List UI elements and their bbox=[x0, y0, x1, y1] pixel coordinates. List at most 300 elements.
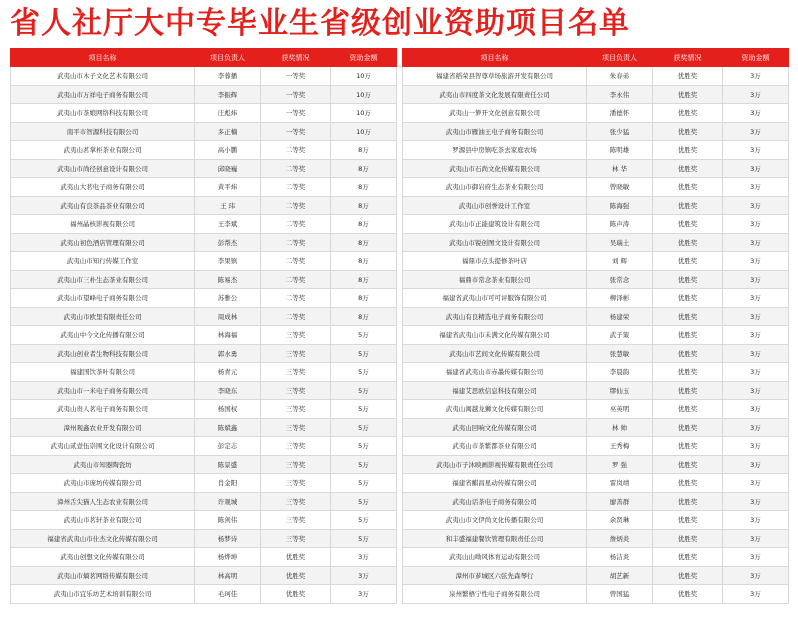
cell-leader: 巫英明 bbox=[587, 400, 653, 419]
cell-project-name: 武夷山市木子文化艺术有限公司 bbox=[11, 67, 195, 86]
cell-leader: 陈明雄 bbox=[587, 141, 653, 160]
cell-leader: 曾国猛 bbox=[587, 585, 653, 604]
table-row bbox=[403, 270, 789, 289]
cell-leader: 廖善群 bbox=[587, 492, 653, 511]
left-table-body bbox=[11, 67, 397, 604]
cell-amount: 5万 bbox=[331, 455, 397, 474]
cell-leader: 陈声涛 bbox=[587, 215, 653, 234]
cell-award: 一等奖 bbox=[261, 67, 331, 86]
table-row bbox=[11, 159, 397, 178]
cell-award: 优胜奖 bbox=[653, 104, 723, 123]
cell-amount: 3万 bbox=[723, 122, 789, 141]
cell-award: 二等奖 bbox=[261, 159, 331, 178]
table-row bbox=[403, 455, 789, 474]
cell-project-name: 武夷山市望峰电子商务有限公司 bbox=[11, 289, 195, 308]
cell-amount: 3万 bbox=[723, 141, 789, 160]
cell-amount: 8万 bbox=[331, 178, 397, 197]
page-title: 省人社厅大中专毕业生省级创业资助项目名单 bbox=[10, 6, 630, 41]
cell-leader: 林海福 bbox=[195, 326, 261, 345]
table-row bbox=[11, 363, 397, 382]
table-row bbox=[11, 326, 397, 345]
cell-amount: 3万 bbox=[723, 85, 789, 104]
cell-leader: 李永伟 bbox=[587, 85, 653, 104]
cell-leader: 邱晓巍 bbox=[195, 159, 261, 178]
cell-award: 优胜奖 bbox=[653, 566, 723, 585]
cell-amount: 8万 bbox=[331, 233, 397, 252]
cell-project-name: 福鼎市点头提修茶叶店 bbox=[403, 252, 587, 271]
cell-project-name: 武夷山市创誉设计工作室 bbox=[403, 196, 587, 215]
table-row bbox=[11, 474, 397, 493]
cell-amount: 5万 bbox=[331, 492, 397, 511]
cell-project-name: 武夷山茗掌柜茶业有限公司 bbox=[11, 141, 195, 160]
cell-award: 优胜奖 bbox=[653, 289, 723, 308]
header-award: 获奖情况 bbox=[261, 49, 331, 67]
cell-project-name: 武夷山回响文化传媒有限公司 bbox=[403, 418, 587, 437]
cell-amount: 8万 bbox=[331, 289, 397, 308]
cell-amount: 3万 bbox=[723, 289, 789, 308]
cell-award: 二等奖 bbox=[261, 252, 331, 271]
cell-amount: 3万 bbox=[723, 252, 789, 271]
cell-amount: 3万 bbox=[723, 233, 789, 252]
cell-amount: 5万 bbox=[331, 437, 397, 456]
cell-project-name: 漳州观鑫农业开发有限公司 bbox=[11, 418, 195, 437]
cell-leader: 雷岚靖 bbox=[587, 474, 653, 493]
cell-award: 优胜奖 bbox=[261, 566, 331, 585]
cell-project-name: 武夷山初色酒店管理有限公司 bbox=[11, 233, 195, 252]
cell-leader: 杨青元 bbox=[195, 363, 261, 382]
table-row bbox=[403, 159, 789, 178]
cell-leader: 杨洁炎 bbox=[587, 548, 653, 567]
cell-amount: 3万 bbox=[723, 437, 789, 456]
table-row bbox=[403, 363, 789, 382]
cell-project-name: 福建省武夷山市赤墨传媒有限公司 bbox=[403, 363, 587, 382]
cell-award: 三等奖 bbox=[261, 437, 331, 456]
cell-award: 优胜奖 bbox=[653, 196, 723, 215]
cell-project-name: 武夷山山呦风体育运动有限公司 bbox=[403, 548, 587, 567]
table-row bbox=[403, 178, 789, 197]
cell-project-name: 武夷山市茶娘网络科技有限公司 bbox=[11, 104, 195, 123]
cell-award: 优胜奖 bbox=[653, 344, 723, 363]
table-row bbox=[403, 548, 789, 567]
cell-project-name: 武夷山创想文化传媒有限公司 bbox=[11, 548, 195, 567]
cell-amount: 3万 bbox=[331, 548, 397, 567]
cell-amount: 3万 bbox=[331, 585, 397, 604]
cell-amount: 5万 bbox=[331, 326, 397, 345]
cell-project-name: 武夷山市万祥电子商务有限公司 bbox=[11, 85, 195, 104]
cell-award: 二等奖 bbox=[261, 215, 331, 234]
cell-leader: 朱春弟 bbox=[587, 67, 653, 86]
table-row bbox=[403, 418, 789, 437]
cell-leader: 吴瑞土 bbox=[587, 233, 653, 252]
cell-award: 优胜奖 bbox=[653, 474, 723, 493]
cell-award: 三等奖 bbox=[261, 381, 331, 400]
cell-leader: 庄彪炜 bbox=[195, 104, 261, 123]
table-row bbox=[11, 455, 397, 474]
cell-project-name: 福建省稻荣县智尊草场旅游开发有限公司 bbox=[403, 67, 587, 86]
cell-amount: 3万 bbox=[723, 418, 789, 437]
cell-award: 优胜奖 bbox=[261, 585, 331, 604]
cell-project-name: 武夷山大茗电子商务有限公司 bbox=[11, 178, 195, 197]
cell-award: 优胜奖 bbox=[653, 85, 723, 104]
cell-amount: 5万 bbox=[331, 418, 397, 437]
cell-project-name: 福州晶核影视有限公司 bbox=[11, 215, 195, 234]
cell-award: 优胜奖 bbox=[653, 548, 723, 567]
cell-award: 优胜奖 bbox=[653, 381, 723, 400]
table-row bbox=[11, 381, 397, 400]
cell-project-name: 泉州繁梧宁性电子商务有限公司 bbox=[403, 585, 587, 604]
header-amount: 资助金额 bbox=[723, 49, 789, 67]
cell-amount: 3万 bbox=[723, 104, 789, 123]
cell-amount: 5万 bbox=[331, 344, 397, 363]
table-row bbox=[11, 178, 397, 197]
cell-amount: 3万 bbox=[723, 307, 789, 326]
cell-leader: 许观城 bbox=[195, 492, 261, 511]
cell-award: 二等奖 bbox=[261, 289, 331, 308]
cell-leader: 李晓东 bbox=[195, 381, 261, 400]
cell-leader: 周成林 bbox=[195, 307, 261, 326]
cell-project-name: 福建省武夷山市仕杰文化传媒有限公司 bbox=[11, 529, 195, 548]
cell-leader: 杨梦诗 bbox=[195, 529, 261, 548]
table-header-row bbox=[11, 49, 397, 67]
cell-leader: 李蓉播 bbox=[195, 67, 261, 86]
cell-amount: 8万 bbox=[331, 215, 397, 234]
cell-project-name: 武夷山市文伊尚文化传播有限公司 bbox=[403, 511, 587, 530]
table-row bbox=[403, 585, 789, 604]
cell-award: 二等奖 bbox=[261, 196, 331, 215]
cell-project-name: 武夷山市尚径创意设计有限公司 bbox=[11, 159, 195, 178]
table-row bbox=[11, 511, 397, 530]
cell-leader: 林高明 bbox=[195, 566, 261, 585]
table-row bbox=[403, 492, 789, 511]
cell-award: 优胜奖 bbox=[653, 67, 723, 86]
cell-leader: 陈景盛 bbox=[195, 455, 261, 474]
cell-award: 优胜奖 bbox=[653, 159, 723, 178]
cell-award: 三等奖 bbox=[261, 455, 331, 474]
cell-project-name: 武夷山市知行传媒工作室 bbox=[11, 252, 195, 271]
table-row bbox=[403, 566, 789, 585]
cell-amount: 3万 bbox=[723, 344, 789, 363]
cell-amount: 10万 bbox=[331, 67, 397, 86]
header-project-name: 项目名称 bbox=[11, 49, 195, 67]
cell-project-name: 福建国饮茶叶有限公司 bbox=[11, 363, 195, 382]
cell-leader: 胡艺新 bbox=[587, 566, 653, 585]
cell-leader: 刘 辉 bbox=[587, 252, 653, 271]
cell-award: 优胜奖 bbox=[261, 548, 331, 567]
table-row bbox=[11, 215, 397, 234]
cell-project-name: 漳州舌尖猫人生态农业有限公司 bbox=[11, 492, 195, 511]
cell-leader: 张常念 bbox=[587, 270, 653, 289]
cell-project-name: 武夷山市御岩府生态茶业有限公司 bbox=[403, 178, 587, 197]
table-row bbox=[11, 252, 397, 271]
cell-amount: 3万 bbox=[723, 270, 789, 289]
right-project-table bbox=[402, 48, 789, 604]
cell-leader: 陈剑伟 bbox=[195, 511, 261, 530]
cell-amount: 3万 bbox=[723, 400, 789, 419]
cell-leader: 王秀梅 bbox=[587, 437, 653, 456]
cell-project-name: 漳州市芗城区六弦先森琴行 bbox=[403, 566, 587, 585]
table-row bbox=[403, 233, 789, 252]
header-project-name: 项目名称 bbox=[403, 49, 587, 67]
cell-leader: 潘德怀 bbox=[587, 104, 653, 123]
cell-project-name: 罗源县中房镇吃茶去家庭农场 bbox=[403, 141, 587, 160]
cell-leader: 罗 强 bbox=[587, 455, 653, 474]
cell-award: 三等奖 bbox=[261, 474, 331, 493]
left-table-container bbox=[10, 48, 397, 604]
cell-amount: 3万 bbox=[723, 548, 789, 567]
cell-leader: 曾晓敏 bbox=[587, 178, 653, 197]
table-row bbox=[403, 252, 789, 271]
cell-project-name: 武夷山市欧里有限责任公司 bbox=[11, 307, 195, 326]
cell-award: 优胜奖 bbox=[653, 511, 723, 530]
cell-leader: 李晨韵 bbox=[587, 363, 653, 382]
cell-amount: 3万 bbox=[723, 215, 789, 234]
cell-award: 三等奖 bbox=[261, 363, 331, 382]
cell-amount: 3万 bbox=[723, 511, 789, 530]
cell-amount: 3万 bbox=[723, 585, 789, 604]
cell-project-name: 武夷山话茶电子商务有限公司 bbox=[403, 492, 587, 511]
cell-award: 二等奖 bbox=[261, 270, 331, 289]
table-row bbox=[403, 326, 789, 345]
cell-leader: 杨国权 bbox=[195, 400, 261, 419]
cell-award: 优胜奖 bbox=[653, 529, 723, 548]
cell-award: 优胜奖 bbox=[653, 400, 723, 419]
cell-project-name: 武夷山市锐创图文设计有限公司 bbox=[403, 233, 587, 252]
cell-amount: 8万 bbox=[331, 252, 397, 271]
cell-award: 优胜奖 bbox=[653, 455, 723, 474]
table-row bbox=[403, 104, 789, 123]
table-row bbox=[11, 104, 397, 123]
cell-project-name: 南平市智源科技有限公司 bbox=[11, 122, 195, 141]
table-row bbox=[11, 418, 397, 437]
cell-award: 二等奖 bbox=[261, 178, 331, 197]
cell-leader: 杨建荣 bbox=[587, 307, 653, 326]
cell-leader: 王 玮 bbox=[195, 196, 261, 215]
cell-amount: 10万 bbox=[331, 104, 397, 123]
cell-amount: 3万 bbox=[723, 455, 789, 474]
cell-project-name: 武夷山市茗轩茶业有限公司 bbox=[11, 511, 195, 530]
cell-award: 优胜奖 bbox=[653, 141, 723, 160]
cell-project-name: 武夷山有良茶品茶业有限公司 bbox=[11, 196, 195, 215]
cell-project-name: 武夷山市子沐映画影视传媒有限责任公司 bbox=[403, 455, 587, 474]
cell-amount: 3万 bbox=[723, 566, 789, 585]
cell-leader: 彭定志 bbox=[195, 437, 261, 456]
table-row bbox=[11, 529, 397, 548]
cell-award: 三等奖 bbox=[261, 492, 331, 511]
cell-amount: 8万 bbox=[331, 141, 397, 160]
table-row bbox=[11, 437, 397, 456]
cell-project-name: 武夷山市宜乐坊艺术培训有限公司 bbox=[11, 585, 195, 604]
cell-leader: 林 华 bbox=[587, 159, 653, 178]
cell-project-name: 武夷山市一米电子商务有限公司 bbox=[11, 381, 195, 400]
table-row bbox=[11, 492, 397, 511]
cell-project-name: 武夷山闽越龙狮文化传媒有限公司 bbox=[403, 400, 587, 419]
table-row bbox=[403, 215, 789, 234]
cell-project-name: 武夷山创业者生物科技有限公司 bbox=[11, 344, 195, 363]
cell-leader: 张慧敏 bbox=[587, 344, 653, 363]
cell-leader: 王李斌 bbox=[195, 215, 261, 234]
cell-award: 优胜奖 bbox=[653, 307, 723, 326]
cell-leader: 杨烨坤 bbox=[195, 548, 261, 567]
cell-leader: 彭帮杰 bbox=[195, 233, 261, 252]
cell-amount: 8万 bbox=[331, 307, 397, 326]
cell-award: 优胜奖 bbox=[653, 233, 723, 252]
header-award: 获奖情况 bbox=[653, 49, 723, 67]
cell-amount: 3万 bbox=[723, 492, 789, 511]
cell-award: 优胜奖 bbox=[653, 492, 723, 511]
cell-award: 三等奖 bbox=[261, 400, 331, 419]
cell-award: 二等奖 bbox=[261, 307, 331, 326]
cell-amount: 8万 bbox=[331, 159, 397, 178]
table-row bbox=[403, 474, 789, 493]
cell-project-name: 武夷山市熵茗网络传媒有限公司 bbox=[11, 566, 195, 585]
header-amount: 资助金额 bbox=[331, 49, 397, 67]
cell-leader: 李果镇 bbox=[195, 252, 261, 271]
cell-amount: 5万 bbox=[331, 400, 397, 419]
cell-award: 一等奖 bbox=[261, 85, 331, 104]
table-row bbox=[11, 289, 397, 308]
cell-amount: 3万 bbox=[723, 178, 789, 197]
cell-leader: 詹炳炎 bbox=[587, 529, 653, 548]
table-row bbox=[403, 511, 789, 530]
cell-award: 优胜奖 bbox=[653, 363, 723, 382]
cell-project-name: 福建省麒昌星动传媒有限公司 bbox=[403, 474, 587, 493]
table-row bbox=[403, 289, 789, 308]
cell-project-name: 福建省武夷山市未满文化传媒有限公司 bbox=[403, 326, 587, 345]
table-row bbox=[403, 400, 789, 419]
cell-leader: 缪仙玉 bbox=[587, 381, 653, 400]
cell-project-name: 武夷山有良精选电子商务有限公司 bbox=[403, 307, 587, 326]
cell-amount: 8万 bbox=[331, 270, 397, 289]
right-table-body bbox=[403, 67, 789, 604]
table-row bbox=[11, 307, 397, 326]
cell-leader: 陈斌鑫 bbox=[195, 418, 261, 437]
cell-project-name: 武夷山市正能建筑设计有限公司 bbox=[403, 215, 587, 234]
table-row bbox=[403, 529, 789, 548]
cell-leader: 陈海强 bbox=[587, 196, 653, 215]
cell-award: 二等奖 bbox=[261, 233, 331, 252]
cell-leader: 林 帅 bbox=[587, 418, 653, 437]
cell-project-name: 福建艾思欧信息科技有限公司 bbox=[403, 381, 587, 400]
cell-amount: 3万 bbox=[723, 67, 789, 86]
cell-leader: 苏雅公 bbox=[195, 289, 261, 308]
cell-project-name: 武夷山市三朴生态茶业有限公司 bbox=[11, 270, 195, 289]
cell-award: 优胜奖 bbox=[653, 418, 723, 437]
cell-project-name: 武夷山中今文化传播有限公司 bbox=[11, 326, 195, 345]
cell-project-name: 武夷山市四度茶文化发展有限责任公司 bbox=[403, 85, 587, 104]
table-row bbox=[11, 67, 397, 86]
table-row bbox=[403, 381, 789, 400]
table-row bbox=[11, 141, 397, 160]
table-row bbox=[11, 344, 397, 363]
cell-award: 优胜奖 bbox=[653, 122, 723, 141]
cell-leader: 武子策 bbox=[587, 326, 653, 345]
cell-award: 三等奖 bbox=[261, 326, 331, 345]
cell-award: 一等奖 bbox=[261, 104, 331, 123]
cell-project-name: 福鼎市常念茶业有限公司 bbox=[403, 270, 587, 289]
cell-amount: 3万 bbox=[723, 326, 789, 345]
cell-leader: 柳泽彬 bbox=[587, 289, 653, 308]
cell-amount: 10万 bbox=[331, 85, 397, 104]
table-row bbox=[403, 122, 789, 141]
cell-amount: 5万 bbox=[331, 529, 397, 548]
cell-amount: 5万 bbox=[331, 363, 397, 382]
cell-amount: 5万 bbox=[331, 381, 397, 400]
cell-amount: 3万 bbox=[723, 159, 789, 178]
header-leader: 项目负责人 bbox=[195, 49, 261, 67]
cell-project-name: 武夷山市知器陶瓷坊 bbox=[11, 455, 195, 474]
cell-amount: 3万 bbox=[723, 363, 789, 382]
cell-project-name: 武夷山市石尚文化传媒有限公司 bbox=[403, 159, 587, 178]
cell-amount: 5万 bbox=[331, 511, 397, 530]
cell-award: 优胜奖 bbox=[653, 437, 723, 456]
table-row bbox=[11, 196, 397, 215]
table-row bbox=[11, 585, 397, 604]
cell-project-name: 和丰盛福建餐饮管理有限责任公司 bbox=[403, 529, 587, 548]
table-row bbox=[11, 548, 397, 567]
cell-leader: 陈易杰 bbox=[195, 270, 261, 289]
left-project-table bbox=[10, 48, 397, 604]
cell-leader: 多正楠 bbox=[195, 122, 261, 141]
table-row bbox=[403, 344, 789, 363]
table-row bbox=[11, 566, 397, 585]
cell-project-name: 武夷山市艺间文化传媒有限公司 bbox=[403, 344, 587, 363]
cell-amount: 3万 bbox=[723, 196, 789, 215]
right-table-container bbox=[402, 48, 789, 604]
cell-leader: 张少猛 bbox=[587, 122, 653, 141]
cell-project-name: 武夷山市雁油王电子商务有限公司 bbox=[403, 122, 587, 141]
cell-amount: 10万 bbox=[331, 122, 397, 141]
cell-award: 二等奖 bbox=[261, 141, 331, 160]
cell-amount: 8万 bbox=[331, 196, 397, 215]
cell-amount: 3万 bbox=[723, 474, 789, 493]
cell-award: 优胜奖 bbox=[653, 270, 723, 289]
table-header-row bbox=[403, 49, 789, 67]
cell-award: 优胜奖 bbox=[653, 326, 723, 345]
header-leader: 项目负责人 bbox=[587, 49, 653, 67]
cell-leader: 郭水勇 bbox=[195, 344, 261, 363]
table-row bbox=[403, 67, 789, 86]
cell-amount: 3万 bbox=[723, 529, 789, 548]
cell-project-name: 武夷山贵人茗电子商务有限公司 bbox=[11, 400, 195, 419]
cell-project-name: 武夷山贰壹伍崇围文化设计有限公司 bbox=[11, 437, 195, 456]
table-row bbox=[11, 122, 397, 141]
cell-award: 三等奖 bbox=[261, 344, 331, 363]
cell-leader: 黄平炜 bbox=[195, 178, 261, 197]
cell-amount: 3万 bbox=[331, 566, 397, 585]
cell-leader: 余贤琳 bbox=[587, 511, 653, 530]
table-row bbox=[403, 141, 789, 160]
cell-project-name: 武夷山一箩开文化创意有限公司 bbox=[403, 104, 587, 123]
cell-leader: 肖金阳 bbox=[195, 474, 261, 493]
cell-leader: 李振辉 bbox=[195, 85, 261, 104]
cell-leader: 毛珂佳 bbox=[195, 585, 261, 604]
cell-award: 三等奖 bbox=[261, 418, 331, 437]
table-row bbox=[11, 400, 397, 419]
cell-project-name: 武夷山市庞坊传媒有限公司 bbox=[11, 474, 195, 493]
cell-award: 优胜奖 bbox=[653, 178, 723, 197]
table-row bbox=[403, 307, 789, 326]
cell-award: 优胜奖 bbox=[653, 252, 723, 271]
cell-award: 三等奖 bbox=[261, 511, 331, 530]
table-row bbox=[403, 196, 789, 215]
cell-project-name: 武夷山市茶紫都茶业有限公司 bbox=[403, 437, 587, 456]
cell-amount: 3万 bbox=[723, 381, 789, 400]
table-row bbox=[11, 270, 397, 289]
cell-award: 一等奖 bbox=[261, 122, 331, 141]
cell-leader: 高小鹏 bbox=[195, 141, 261, 160]
table-row bbox=[403, 85, 789, 104]
table-row bbox=[11, 233, 397, 252]
